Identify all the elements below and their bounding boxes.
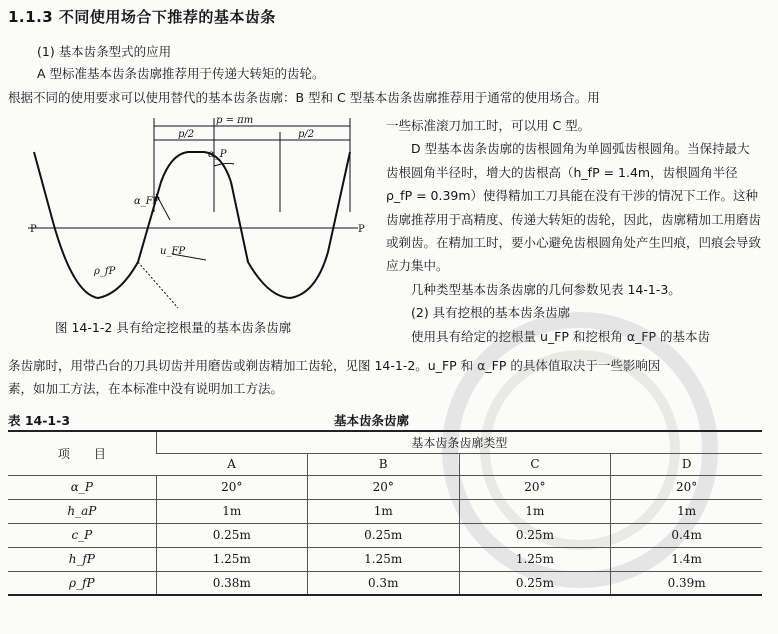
- label-alpha-p: α_P: [208, 149, 227, 160]
- table-param-cell: h_aP: [8, 499, 156, 523]
- table-row: [8, 523, 762, 547]
- table-value-cell: 0.25m: [307, 523, 459, 547]
- table-value-cell: 1.25m: [307, 547, 459, 571]
- figure-caption: 图 14-1-2 具有给定挖根量的基本齿条齿廓: [55, 320, 292, 335]
- table-value-cell: 1.4m: [611, 547, 762, 571]
- right-para-4: (2) 具有挖根的基本齿条齿廓: [386, 305, 571, 321]
- table-value-cell: 0.38m: [156, 571, 307, 595]
- table-type-header: D: [611, 453, 762, 475]
- label-half-pitch-2: p/2: [298, 129, 315, 140]
- table-type-header: C: [459, 453, 611, 475]
- table-param-cell: h_fP: [8, 547, 156, 571]
- table-value-cell: 0.25m: [459, 523, 611, 547]
- section-heading: 1.1.3 不同使用场合下推荐的基本齿条: [8, 8, 276, 26]
- subsection-1-title: (1) 基本齿条型式的应用: [37, 44, 172, 59]
- label-pitch-line-right: P: [358, 224, 365, 235]
- paragraph-undercut-continued: 条齿廓时，用带凸台的刀具切齿并用磨齿或剃齿精加工齿轮，见图 14-1-2。u_FP 和 α_FP 的具体值取决于一些影响因: [8, 358, 661, 373]
- right-para-2: D 型基本齿条齿廓的齿根圆角为单圆弧齿根圆角。当保持最大齿根圆角半径时，增大的齿根高（h_fP = 1.4m，齿根圆角半径 ρ_fP = 0.39m）使得精加工刀具能在没有干涉的情况下工作。这种齿廓推荐用于高精度、传递大转矩的齿轮，因此，齿廓精加工用磨齿或剃齿。在精加工时，要小心避免齿根圆角处产生凹痕，凹痕会导致应力集中。: [386, 141, 762, 274]
- table-label: 表 14-1-3: [8, 413, 71, 428]
- table-value-cell: 0.39m: [611, 571, 762, 595]
- table-row: [8, 571, 762, 595]
- table-value-cell: 20°: [611, 475, 762, 499]
- table-value-cell: 1m: [611, 499, 762, 523]
- basic-rack-table: [8, 430, 762, 596]
- paragraph-type-a: A 型标准基本齿条齿廓推荐用于传递大转矩的齿轮。: [37, 66, 325, 81]
- right-para-1: 一些标准滚刀加工时，可以用 C 型。: [386, 118, 591, 133]
- table-value-cell: 0.4m: [611, 523, 762, 547]
- paragraph-alternative-profiles: 根据不同的使用要求可以使用替代的基本齿条齿廓：B 型和 C 型基本齿条齿廓推荐用于通常的使用场合。用: [8, 90, 600, 105]
- table-value-cell: 0.25m: [459, 571, 611, 595]
- label-half-pitch-1: p/2: [178, 129, 195, 140]
- label-pitch: p = πm: [216, 115, 254, 126]
- table-type-header: B: [307, 453, 459, 475]
- table-value-cell: 0.25m: [156, 523, 307, 547]
- rack-profile-right-gap: [231, 152, 350, 298]
- label-alpha-fp: α_FP: [134, 196, 160, 207]
- table-value-cell: 1m: [307, 499, 459, 523]
- table-value-cell: 1m: [156, 499, 307, 523]
- table-value-cell: 0.3m: [307, 571, 459, 595]
- paragraph-undercut-end: 素，如加工方法，在本标准中没有说明加工方法。: [8, 381, 284, 396]
- table-param-cell: ρ_fP: [8, 571, 156, 595]
- table-row: [8, 475, 762, 499]
- right-column-text: [386, 118, 762, 348]
- label-pitch-line-left: P: [30, 224, 37, 235]
- table-caption: 基本齿条齿廓: [334, 413, 410, 428]
- table-group-header: 基本齿条齿廓类型: [156, 431, 762, 453]
- label-u-fp: u_FP: [160, 246, 186, 257]
- table-value-cell: 1m: [459, 499, 611, 523]
- label-rho-fp: ρ_fP: [94, 266, 116, 277]
- table-value-cell: 1.25m: [156, 547, 307, 571]
- table-param-cell: α_P: [8, 475, 156, 499]
- table-row: [8, 499, 762, 523]
- table-item-header: 项 目: [8, 431, 156, 475]
- table-value-cell: 20°: [156, 475, 307, 499]
- table-value-cell: 1.25m: [459, 547, 611, 571]
- table-value-cell: 20°: [459, 475, 611, 499]
- table-value-cell: 20°: [307, 475, 459, 499]
- figure-basic-rack-profile: [28, 112, 378, 314]
- right-para-5: 使用具有给定的挖根量 u_FP 和挖根角 α_FP 的基本齿: [386, 328, 711, 344]
- table-row: [8, 547, 762, 571]
- right-para-3: 几种类型基本齿条齿廓的几何参数见表 14-1-3。: [386, 281, 681, 297]
- rack-profile-left-gap: [34, 152, 138, 298]
- table-param-cell: c_P: [8, 523, 156, 547]
- table-type-header: A: [156, 453, 307, 475]
